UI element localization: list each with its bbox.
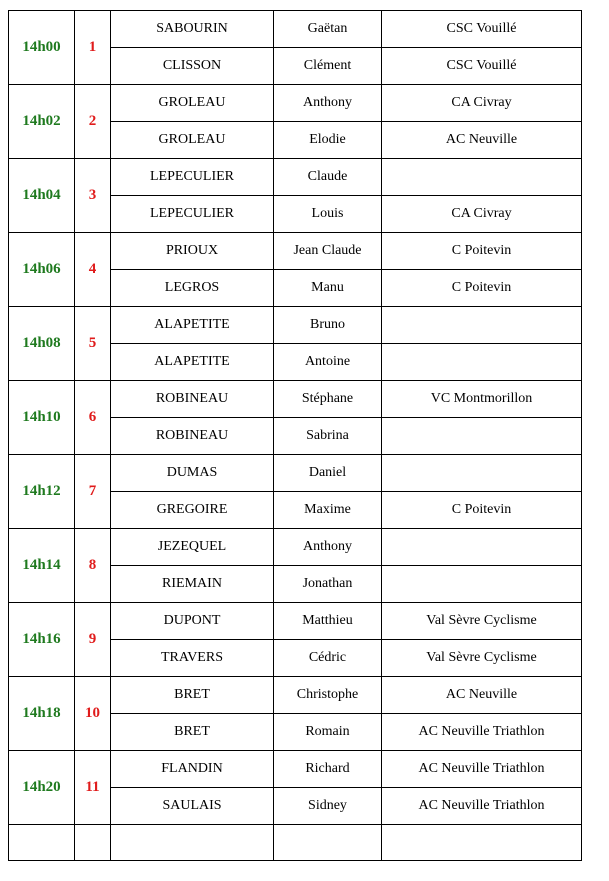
first-name: Jonathan bbox=[274, 566, 382, 603]
first-name: Maxime bbox=[274, 492, 382, 529]
club-name: C Poitevin bbox=[382, 492, 582, 529]
start-list-body bbox=[9, 11, 582, 861]
last-name: LEPECULIER bbox=[111, 196, 274, 233]
first-name: Elodie bbox=[274, 122, 382, 159]
first-name: Claude bbox=[274, 159, 382, 196]
team-number: 7 bbox=[75, 455, 111, 529]
start-time: 14h18 bbox=[9, 677, 75, 751]
last-name: JEZEQUEL bbox=[111, 529, 274, 566]
first-name: Jean Claude bbox=[274, 233, 382, 270]
first-name: Bruno bbox=[274, 307, 382, 344]
club-name: VC Montmorillon bbox=[382, 381, 582, 418]
last-name: GROLEAU bbox=[111, 122, 274, 159]
last-name: DUMAS bbox=[111, 455, 274, 492]
club-name bbox=[382, 529, 582, 566]
club-name: AC Neuville Triathlon bbox=[382, 751, 582, 788]
empty-cell bbox=[9, 825, 75, 861]
club-name: Val Sèvre Cyclisme bbox=[382, 603, 582, 640]
club-name: AC Neuville bbox=[382, 122, 582, 159]
team-number: 8 bbox=[75, 529, 111, 603]
last-name: BRET bbox=[111, 677, 274, 714]
first-name: Sidney bbox=[274, 788, 382, 825]
first-name: Richard bbox=[274, 751, 382, 788]
empty-cell bbox=[111, 825, 274, 861]
club-name: CA Civray bbox=[382, 196, 582, 233]
club-name bbox=[382, 344, 582, 381]
table-row bbox=[9, 529, 582, 566]
last-name: ALAPETITE bbox=[111, 307, 274, 344]
club-name: CSC Vouillé bbox=[382, 11, 582, 48]
table-row bbox=[9, 381, 582, 418]
last-name: LEPECULIER bbox=[111, 159, 274, 196]
first-name: Romain bbox=[274, 714, 382, 751]
last-name: ROBINEAU bbox=[111, 418, 274, 455]
last-name: SABOURIN bbox=[111, 11, 274, 48]
first-name: Antoine bbox=[274, 344, 382, 381]
first-name: Sabrina bbox=[274, 418, 382, 455]
first-name: Daniel bbox=[274, 455, 382, 492]
last-name: BRET bbox=[111, 714, 274, 751]
last-name: PRIOUX bbox=[111, 233, 274, 270]
table-row bbox=[9, 233, 582, 270]
last-name: CLISSON bbox=[111, 48, 274, 85]
team-number: 10 bbox=[75, 677, 111, 751]
last-name: FLANDIN bbox=[111, 751, 274, 788]
first-name: Christophe bbox=[274, 677, 382, 714]
table-row bbox=[9, 751, 582, 788]
last-name: GREGOIRE bbox=[111, 492, 274, 529]
start-time: 14h02 bbox=[9, 85, 75, 159]
club-name: C Poitevin bbox=[382, 270, 582, 307]
team-number: 6 bbox=[75, 381, 111, 455]
table-row bbox=[9, 603, 582, 640]
last-name: GROLEAU bbox=[111, 85, 274, 122]
team-number: 4 bbox=[75, 233, 111, 307]
first-name: Gaëtan bbox=[274, 11, 382, 48]
club-name bbox=[382, 566, 582, 603]
club-name: CA Civray bbox=[382, 85, 582, 122]
team-number: 1 bbox=[75, 11, 111, 85]
last-name: RIEMAIN bbox=[111, 566, 274, 603]
start-time: 14h16 bbox=[9, 603, 75, 677]
first-name: Manu bbox=[274, 270, 382, 307]
table-row bbox=[9, 85, 582, 122]
club-name: AC Neuville Triathlon bbox=[382, 714, 582, 751]
team-number: 3 bbox=[75, 159, 111, 233]
club-name bbox=[382, 159, 582, 196]
table-row bbox=[9, 677, 582, 714]
club-name: CSC Vouillé bbox=[382, 48, 582, 85]
empty-row bbox=[9, 825, 582, 861]
club-name: Val Sèvre Cyclisme bbox=[382, 640, 582, 677]
table-row bbox=[9, 455, 582, 492]
club-name: C Poitevin bbox=[382, 233, 582, 270]
team-number: 5 bbox=[75, 307, 111, 381]
first-name: Louis bbox=[274, 196, 382, 233]
first-name: Clément bbox=[274, 48, 382, 85]
start-time: 14h10 bbox=[9, 381, 75, 455]
start-time: 14h20 bbox=[9, 751, 75, 825]
last-name: ALAPETITE bbox=[111, 344, 274, 381]
club-name bbox=[382, 418, 582, 455]
first-name: Anthony bbox=[274, 85, 382, 122]
start-time: 14h00 bbox=[9, 11, 75, 85]
club-name: AC Neuville bbox=[382, 677, 582, 714]
start-time: 14h08 bbox=[9, 307, 75, 381]
empty-cell bbox=[75, 825, 111, 861]
last-name: SAULAIS bbox=[111, 788, 274, 825]
team-number: 9 bbox=[75, 603, 111, 677]
last-name: LEGROS bbox=[111, 270, 274, 307]
first-name: Anthony bbox=[274, 529, 382, 566]
start-time: 14h12 bbox=[9, 455, 75, 529]
last-name: DUPONT bbox=[111, 603, 274, 640]
first-name: Matthieu bbox=[274, 603, 382, 640]
empty-cell bbox=[382, 825, 582, 861]
first-name: Cédric bbox=[274, 640, 382, 677]
last-name: ROBINEAU bbox=[111, 381, 274, 418]
club-name: AC Neuville Triathlon bbox=[382, 788, 582, 825]
empty-cell bbox=[274, 825, 382, 861]
table-row bbox=[9, 307, 582, 344]
first-name: Stéphane bbox=[274, 381, 382, 418]
start-list-table bbox=[8, 10, 582, 861]
team-number: 2 bbox=[75, 85, 111, 159]
table-row bbox=[9, 159, 582, 196]
start-time: 14h14 bbox=[9, 529, 75, 603]
table-row bbox=[9, 11, 582, 48]
last-name: TRAVERS bbox=[111, 640, 274, 677]
club-name bbox=[382, 307, 582, 344]
start-time: 14h04 bbox=[9, 159, 75, 233]
start-time: 14h06 bbox=[9, 233, 75, 307]
team-number: 11 bbox=[75, 751, 111, 825]
club-name bbox=[382, 455, 582, 492]
